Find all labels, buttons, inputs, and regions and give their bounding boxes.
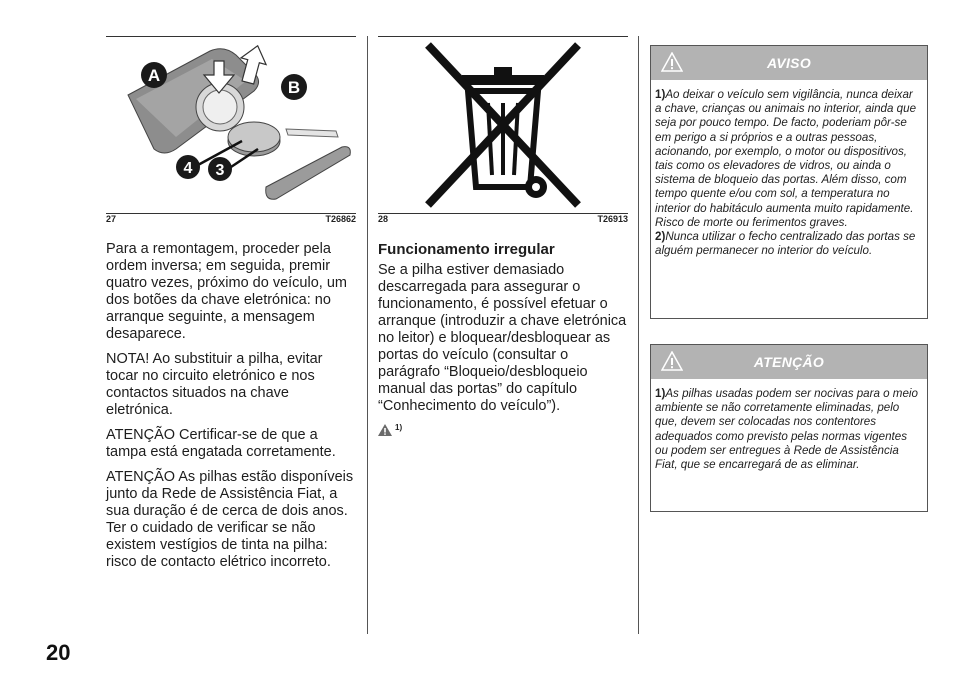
crossed-bin-icon: [378, 37, 628, 213]
atencao-item-1: [655, 387, 919, 472]
warning-triangle-icon: [661, 351, 683, 371]
aviso-body: [651, 80, 927, 318]
figure-27-code: T26862: [325, 214, 356, 224]
aviso-item-2: [655, 230, 919, 258]
label-4: 4: [183, 160, 193, 177]
aviso-item-1: [655, 88, 919, 230]
aviso-item-1-number: 1): [655, 88, 666, 101]
section-heading-irregular: Funcionamento irregular: [378, 241, 555, 258]
paragraph-atencao-pilhas: ATENÇÃO As pilhas estão disponíveis junto da Rede de Assistência Fiat, a sua duração é de cerca de dois anos. Ter o cuidado de verificar se não existem vestígios de tinta na pilha: risco de contacto elétrico incorreto.: [106, 469, 354, 570]
column-divider-1: [367, 36, 368, 634]
aviso-box: [650, 45, 928, 319]
atencao-item-1-number: 1): [655, 387, 666, 400]
figure-28-number: 28: [378, 214, 389, 224]
atencao-item-1-text: As pilhas usadas podem ser nocivas para o meio ambiente se não corretamente eliminadas, pelo que, devem ser colocadas nos contentores adequados como previsto pelas normas vigentes ou podem ser entregues à Rede de Assistência Fiat, que se encarregará de as eliminar.: [655, 387, 918, 472]
label-3: 3: [215, 162, 225, 179]
aviso-item-2-text: Nunca utilizar o fecho centralizado das portas se alguém permanecer no interior do veículo.: [655, 230, 916, 258]
paragraph-reassembly: Para a remontagem, proceder pela ordem inversa; em seguida, premir quatro vezes, próximo do veículo, um dos botões da chave eletrónica: no arranque seguinte, a mensagem desaparece.: [106, 241, 347, 342]
label-a: A: [147, 66, 161, 85]
column-divider-2: [638, 36, 639, 634]
aviso-title: AVISO: [766, 55, 812, 71]
aviso-header: [651, 46, 927, 80]
paragraph-atencao-tampa: ATENÇÃO Certificar-se de que a tampa está engatada corretamente.: [106, 427, 336, 460]
atencao-body: [651, 379, 927, 511]
warning-reference-number: 1): [395, 423, 403, 432]
column-2-text: [378, 241, 632, 441]
atencao-title: ATENÇÃO: [753, 354, 825, 370]
paragraph-nota: NOTA! Ao substituir a pilha, evitar tocar no circuito eletrónico e nos contactos situados na chave eletrónica.: [106, 351, 323, 418]
figure-28-code: T26913: [597, 214, 628, 224]
figure-crossed-bin: [378, 36, 628, 214]
key-battery-illustration: [106, 37, 356, 213]
figure-key-battery: [106, 36, 356, 214]
paragraph-irregular: Se a pilha estiver demasiado descarregada para assegurar o funcionamento, é possível efetuar o arranque (introduzir a chave eletrónica no leitor) e bloquear/desbloquear as portas do veículo (consultar o parágrafo “Bloqueio/desbloqueio manual das portas” do capítulo “Conhecimento do veículo”).: [378, 262, 627, 414]
label-b: B: [287, 78, 301, 97]
aviso-item-1-text: Ao deixar o veículo sem vigilância, nunca deixar a chave, crianças ou animais no interior, ainda que seja por pouco tempo. De facto, poderiam pôr-se em perigo a si próprios e a outras pessoas, acionando, por exemplo, o motor ou dispositivos, tais como os elevadores de vidros, ou ainda o sistema de bloqueio das portas. Além disso, com tempo quente e/ou com sol, a temperatura no interior do habitáculo aumenta muito rapidamente. Risco de morte ou ferimentos graves.: [655, 88, 917, 229]
atencao-box: [650, 344, 928, 512]
aviso-item-2-number: 2): [655, 230, 666, 244]
warning-triangle-icon: [378, 424, 392, 436]
atencao-header: [651, 345, 927, 379]
column-1-text: [106, 241, 358, 579]
warning-reference: [378, 419, 402, 436]
figure-27-number: 27: [106, 214, 117, 224]
page-number: 20: [46, 640, 71, 665]
warning-triangle-icon: [661, 52, 683, 72]
